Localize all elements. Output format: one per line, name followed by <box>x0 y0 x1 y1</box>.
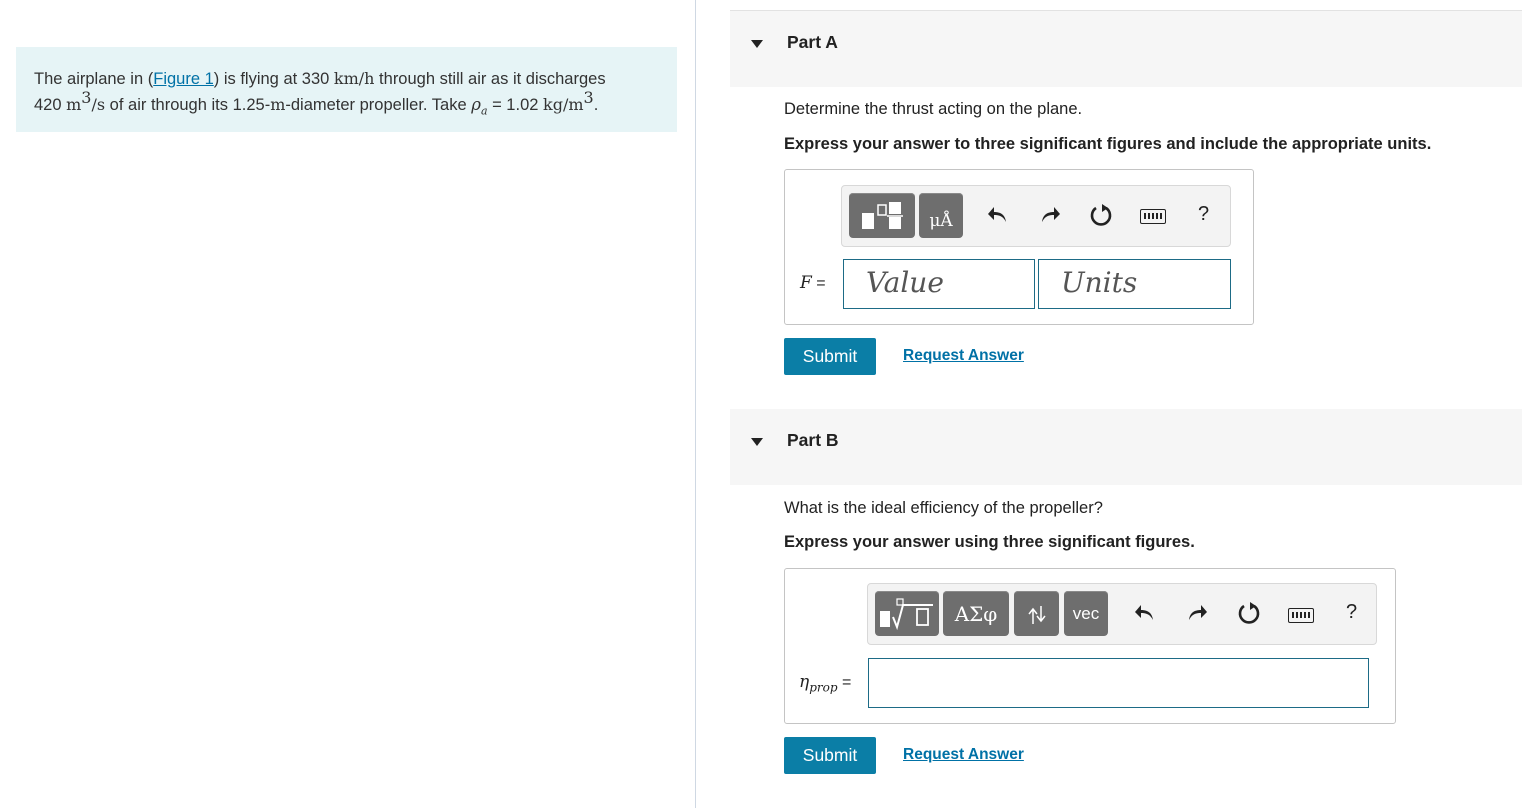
part-b-header[interactable] <box>730 409 1522 485</box>
flow-value: 420 <box>34 96 67 114</box>
units-button-label: μÅ <box>929 210 953 231</box>
templates-button[interactable] <box>849 193 915 238</box>
speed-unit: km/h <box>333 69 375 88</box>
part-a-question: Determine the thrust acting on the plane. <box>784 100 1083 118</box>
problem-statement <box>16 47 677 132</box>
part-b-answer-box <box>784 568 1396 724</box>
part-a-answer-label <box>800 273 826 293</box>
help-icon[interactable]: ? <box>1346 601 1358 623</box>
help-icon[interactable]: ? <box>1198 203 1210 225</box>
part-b-toolbar <box>867 583 1377 645</box>
up-down-arrows-icon <box>1027 602 1047 626</box>
part-b-title: Part B <box>787 430 839 450</box>
undo-icon[interactable] <box>1133 602 1157 624</box>
problem-text: -diameter propeller. Take <box>285 96 472 114</box>
equals-sign: = <box>811 275 826 292</box>
problem-text: = 1.02 <box>487 96 544 114</box>
variable-subscript: prop <box>809 680 838 695</box>
flow-unit-exponent: 3 <box>81 87 92 107</box>
arrows-button[interactable] <box>1014 591 1059 636</box>
templates-icon <box>858 199 906 233</box>
collapse-triangle-icon[interactable] <box>751 438 763 446</box>
units-button[interactable] <box>919 193 963 238</box>
vec-button-label: vec <box>1072 603 1100 623</box>
diameter-unit: m <box>270 95 286 114</box>
problem-text: The airplane in ( <box>34 70 154 88</box>
part-b-submit-button[interactable]: Submit <box>784 737 876 774</box>
greek-symbols-button[interactable] <box>943 591 1009 636</box>
undo-icon[interactable] <box>986 204 1010 226</box>
problem-text: . <box>593 96 599 114</box>
left-panel <box>0 0 696 808</box>
redo-icon[interactable] <box>1185 602 1209 624</box>
keyboard-icon[interactable] <box>1140 209 1166 224</box>
part-a-title: Part A <box>787 32 838 52</box>
part-b-instruction: Express your answer using three significant figures. <box>784 533 1195 551</box>
part-a-toolbar <box>841 185 1231 247</box>
density-symbol: ρ <box>471 95 481 114</box>
equals-sign: = <box>837 674 852 691</box>
part-a-request-answer-link[interactable]: Request Answer <box>903 347 1024 364</box>
vector-button[interactable] <box>1064 591 1108 636</box>
part-a-answer-box <box>784 169 1254 325</box>
part-b-request-answer-link[interactable]: Request Answer <box>903 746 1024 763</box>
keyboard-icon[interactable] <box>1288 608 1314 623</box>
variable-f: F <box>800 273 812 293</box>
templates-root-button[interactable] <box>875 591 939 636</box>
redo-icon[interactable] <box>1038 204 1062 226</box>
flow-unit: /s <box>91 95 106 114</box>
density-unit: kg/m <box>543 95 584 114</box>
part-b-question: What is the ideal efficiency of the propeller? <box>784 499 1103 517</box>
figure-link[interactable]: Figure 1 <box>153 70 214 88</box>
flow-unit: m <box>66 95 82 114</box>
reset-icon[interactable] <box>1236 600 1262 626</box>
value-input[interactable]: Value <box>843 259 1035 309</box>
part-a-submit-button[interactable]: Submit <box>784 338 876 375</box>
part-b-answer-label <box>799 672 851 694</box>
efficiency-input[interactable] <box>868 658 1369 708</box>
collapse-triangle-icon[interactable] <box>751 40 763 48</box>
part-a-header[interactable] <box>730 10 1522 87</box>
density-unit-exponent: 3 <box>583 87 594 107</box>
units-input[interactable]: Units <box>1038 259 1231 309</box>
greek-button-label: ΑΣφ <box>954 601 998 626</box>
problem-text: of air through its 1.25- <box>105 96 271 114</box>
part-a-instruction: Express your answer to three significant figures and include the appropriate units. <box>784 135 1432 153</box>
problem-text: through still air as it discharges <box>374 70 606 88</box>
density-subscript: a <box>480 104 488 118</box>
reset-icon[interactable] <box>1088 202 1114 228</box>
problem-text: ) is flying at 330 <box>213 70 334 88</box>
templates-root-icon <box>877 597 937 631</box>
variable-eta: η <box>799 672 810 692</box>
